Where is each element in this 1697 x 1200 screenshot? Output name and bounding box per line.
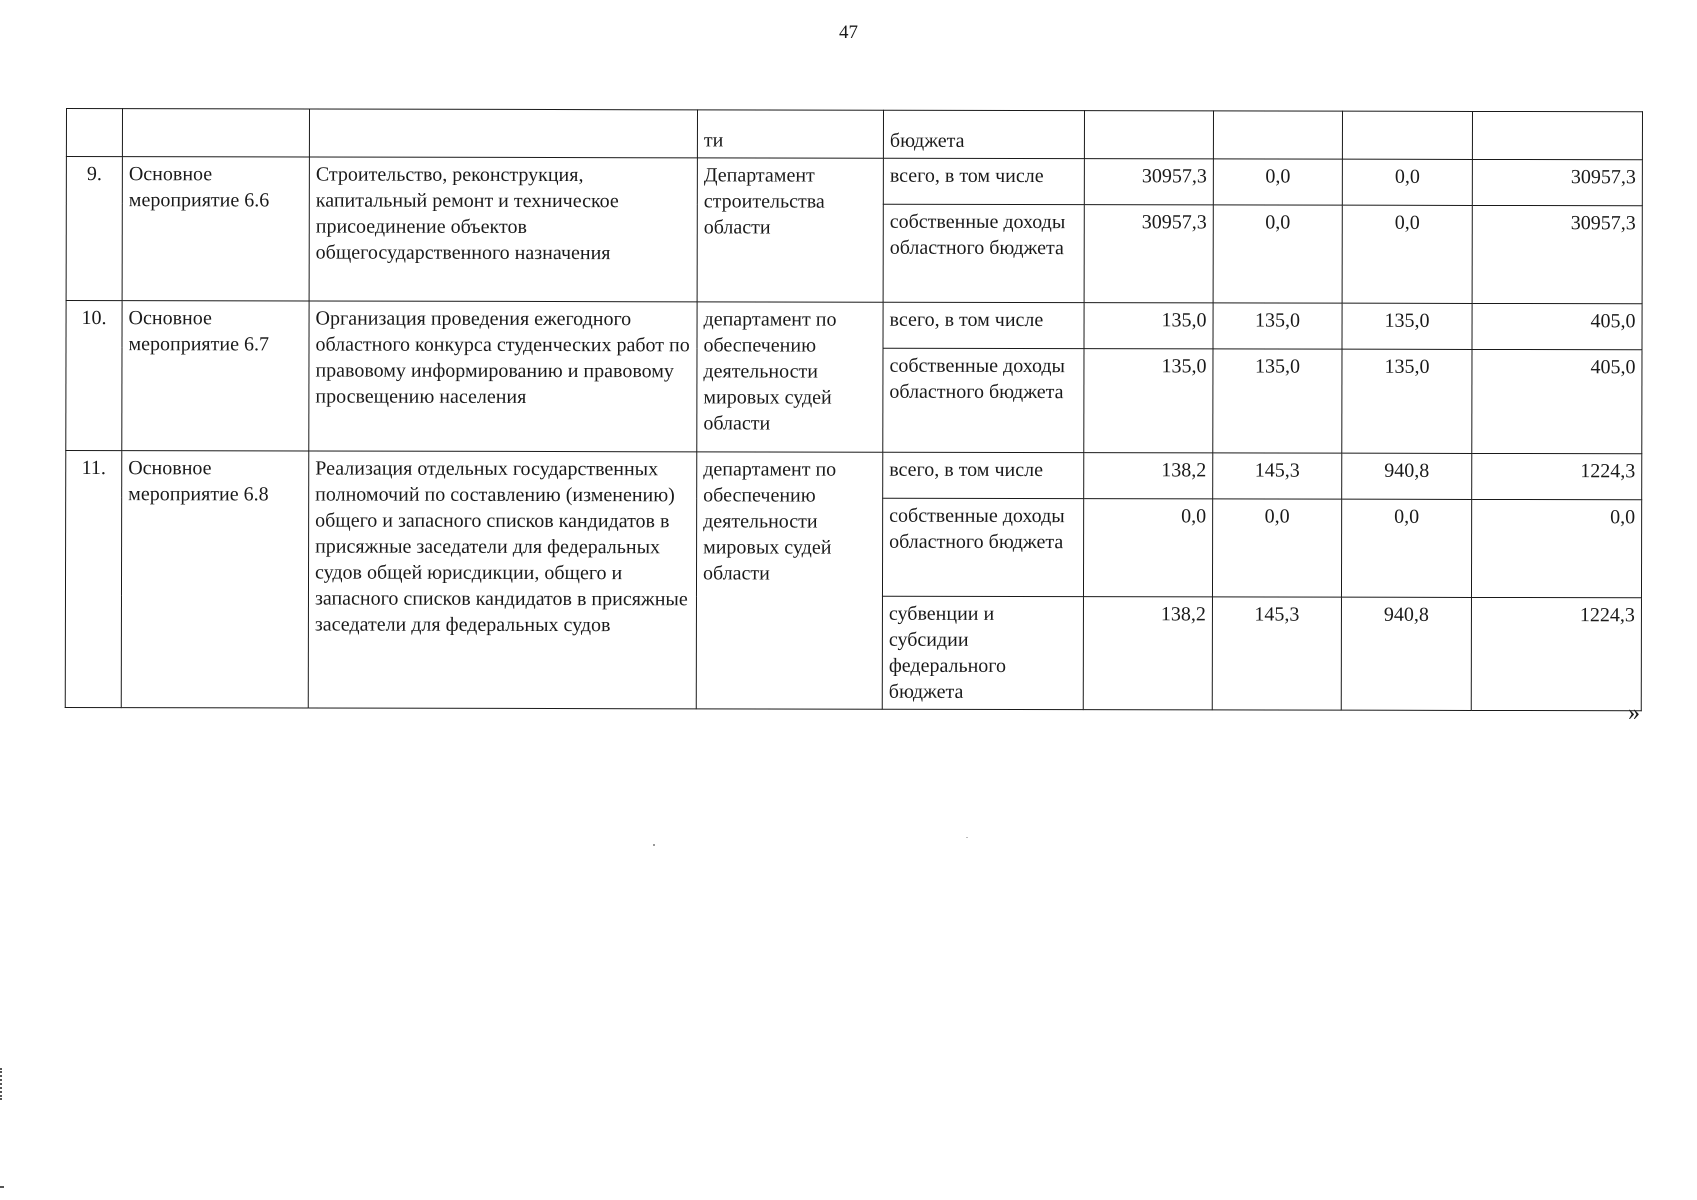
name-cell: Реализация отдельных государственных полномочий по составлению (изменению) общего и запасного списков кандидатов в присяжные заседатели для федеральных судов общей юрисдикции, общего и запасного списков кандидатов в присяжные заседатели для федеральных судов xyxy=(308,451,697,709)
table-cell xyxy=(1084,111,1213,159)
value-cell: 138,2 xyxy=(1083,597,1212,710)
value-cell: 405,0 xyxy=(1472,303,1642,349)
source-cell: собственные доходы областного бюджета xyxy=(882,498,1083,596)
value-cell: 30957,3 xyxy=(1084,159,1213,205)
value-cell: 135,0 xyxy=(1342,303,1472,349)
scan-artifact xyxy=(966,837,968,838)
table-row xyxy=(66,157,1642,206)
table-cell xyxy=(122,109,309,157)
event-cell: Основное мероприятие 6.6 xyxy=(122,157,309,301)
value-cell: 405,0 xyxy=(1472,349,1642,453)
value-cell: 135,0 xyxy=(1213,303,1342,349)
value-cell: 0,0 xyxy=(1342,205,1472,303)
table-cell xyxy=(309,109,697,158)
budget-table xyxy=(65,108,1643,711)
value-cell: 940,8 xyxy=(1341,597,1471,710)
page-number: 47 xyxy=(839,22,858,43)
value-cell: 0,0 xyxy=(1341,499,1471,597)
value-cell: 145,3 xyxy=(1212,597,1341,710)
table-header-row xyxy=(66,109,1642,160)
table-cell xyxy=(1342,111,1472,159)
source-cell: собственные доходы областного бюджета xyxy=(883,204,1084,302)
scan-artifact xyxy=(653,844,655,846)
scan-artifact xyxy=(0,1068,6,1100)
value-cell: 135,0 xyxy=(1213,349,1342,453)
table-cell xyxy=(66,109,122,157)
executor-cell: Департамент строительства области xyxy=(697,158,883,302)
value-cell: 135,0 xyxy=(1342,349,1472,453)
value-cell: 1224,3 xyxy=(1472,453,1642,499)
table-row xyxy=(66,451,1642,500)
name-cell: Строительство, реконструкция, капитальный ремонт и техническое присоединение объектов общегосударственного назначения xyxy=(309,157,697,302)
value-cell: 0,0 xyxy=(1212,499,1341,597)
value-cell: 940,8 xyxy=(1342,453,1472,499)
closing-quote: » xyxy=(1628,700,1640,726)
value-cell: 135,0 xyxy=(1084,303,1213,349)
row-index: 11. xyxy=(65,451,122,708)
executor-cell: департамент по обеспечению деятельности мировых судей области xyxy=(697,302,883,452)
event-cell: Основное мероприятие 6.8 xyxy=(121,451,309,708)
table-cell: бюджета xyxy=(883,110,1084,158)
value-cell: 0,0 xyxy=(1471,499,1641,597)
value-cell: 0,0 xyxy=(1342,159,1472,205)
table-row xyxy=(66,301,1642,350)
row-index: 10. xyxy=(66,301,122,451)
value-cell: 1224,3 xyxy=(1471,597,1641,710)
name-cell: Организация проведения ежегодного областного конкурса студенческих работ по правовому информированию и правовому просвещению населения xyxy=(309,301,697,452)
source-cell: всего, в том числе xyxy=(883,302,1084,348)
value-cell: 30957,3 xyxy=(1472,205,1642,303)
scan-artifact xyxy=(0,1186,4,1188)
source-cell: собственные доходы областного бюджета xyxy=(883,348,1084,452)
value-cell: 0,0 xyxy=(1213,205,1342,303)
value-cell: 30957,3 xyxy=(1084,205,1213,303)
value-cell: 138,2 xyxy=(1084,453,1213,499)
table-cell: ти xyxy=(697,110,883,158)
source-cell: всего, в том числе xyxy=(883,452,1084,498)
value-cell: 145,3 xyxy=(1213,453,1342,499)
executor-cell: департамент по обеспечению деятельности мировых судей области xyxy=(696,452,883,709)
source-cell: всего, в том числе xyxy=(883,158,1084,204)
value-cell: 135,0 xyxy=(1084,349,1213,453)
value-cell: 0,0 xyxy=(1083,499,1212,597)
event-cell: Основное мероприятие 6.7 xyxy=(122,301,309,451)
row-index: 9. xyxy=(66,157,122,301)
table-cell xyxy=(1472,111,1642,159)
table-cell xyxy=(1213,111,1342,159)
value-cell: 0,0 xyxy=(1213,159,1342,205)
source-cell: субвенции и субсидии федерального бюджета xyxy=(882,596,1083,709)
value-cell: 30957,3 xyxy=(1472,159,1642,205)
